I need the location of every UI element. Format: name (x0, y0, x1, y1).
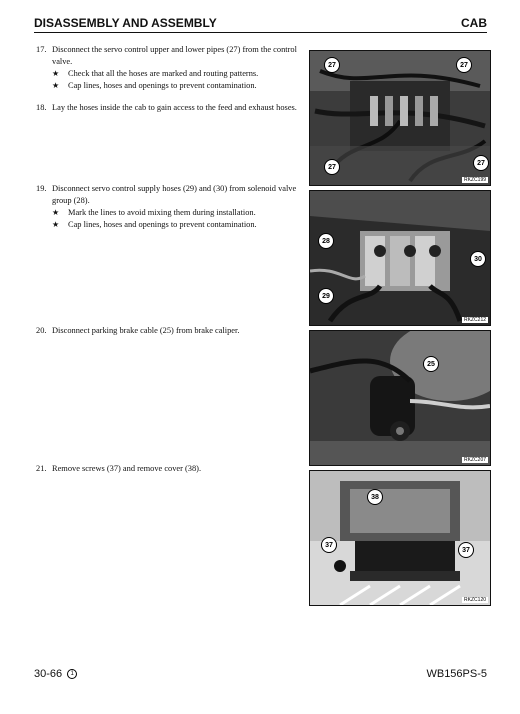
callout-30: 30 (470, 251, 486, 267)
photo-code: RKZC120 (464, 597, 486, 603)
step-text: Lay the hoses inside the cab to gain access to the feed and exhaust hoses. (52, 103, 297, 112)
callout-29: 29 (318, 288, 334, 304)
step-21 (36, 463, 298, 475)
section-title: DISASSEMBLY AND ASSEMBLY (34, 16, 217, 30)
step-18 (36, 102, 298, 114)
step-17 (36, 44, 298, 92)
step-number: 19. (36, 184, 47, 193)
bullet-item: ★ Cap lines, hoses and openings to prevent contamination. (52, 81, 257, 90)
step-number: 18. (36, 103, 47, 112)
photo-servo-pipes (309, 50, 491, 186)
star-icon: ★ (52, 69, 60, 78)
photo-code: RKZC212 (464, 317, 486, 323)
star-icon: ★ (52, 220, 60, 229)
page-footer (34, 668, 487, 682)
bullet-item: ★ Cap lines, hoses and openings to prevent contamination. (52, 220, 257, 229)
bullet-item: ★ Check that all the hoses are marked and routing patterns. (52, 69, 259, 78)
step-text: Disconnect the servo control upper and lower pipes (27) from the control valve. (52, 45, 297, 66)
step-number: 17. (36, 45, 47, 54)
step-20 (36, 325, 298, 337)
photo-cover (309, 470, 491, 606)
step-number: 20. (36, 326, 47, 335)
photo-code: RKZC207 (464, 457, 486, 463)
step-number: 21. (36, 464, 47, 473)
callout-27: 27 (324, 57, 340, 73)
callout-37: 37 (321, 537, 337, 553)
step-text: Remove screws (37) and remove cover (38). (52, 464, 202, 473)
page-header (34, 16, 487, 33)
star-icon: ★ (52, 81, 60, 90)
photo-solenoid-valve (309, 190, 491, 326)
photo-brake-caliper (309, 330, 491, 466)
callout-38: 38 (367, 489, 383, 505)
callout-28: 28 (318, 233, 334, 249)
chapter-title: CAB (461, 16, 487, 30)
callout-27: 27 (473, 155, 489, 171)
photo-code: RKZC199 (464, 177, 486, 183)
bullet-item: ★ Mark the lines to avoid mixing them during installation. (52, 208, 256, 217)
callout-37: 37 (458, 542, 474, 558)
step-19 (36, 183, 298, 231)
revision-icon: 1 (67, 669, 77, 679)
model-number: WB156PS-5 (426, 668, 487, 680)
callout-27: 27 (456, 57, 472, 73)
callout-25: 25 (423, 356, 439, 372)
star-icon: ★ (52, 208, 60, 217)
step-text: Disconnect servo control supply hoses (29) and (30) from solenoid valve group (28). (52, 184, 297, 205)
callout-27: 27 (324, 159, 340, 175)
step-text: Disconnect parking brake cable (25) from brake caliper. (52, 326, 240, 335)
page-number: 30-66 1 (34, 668, 77, 680)
